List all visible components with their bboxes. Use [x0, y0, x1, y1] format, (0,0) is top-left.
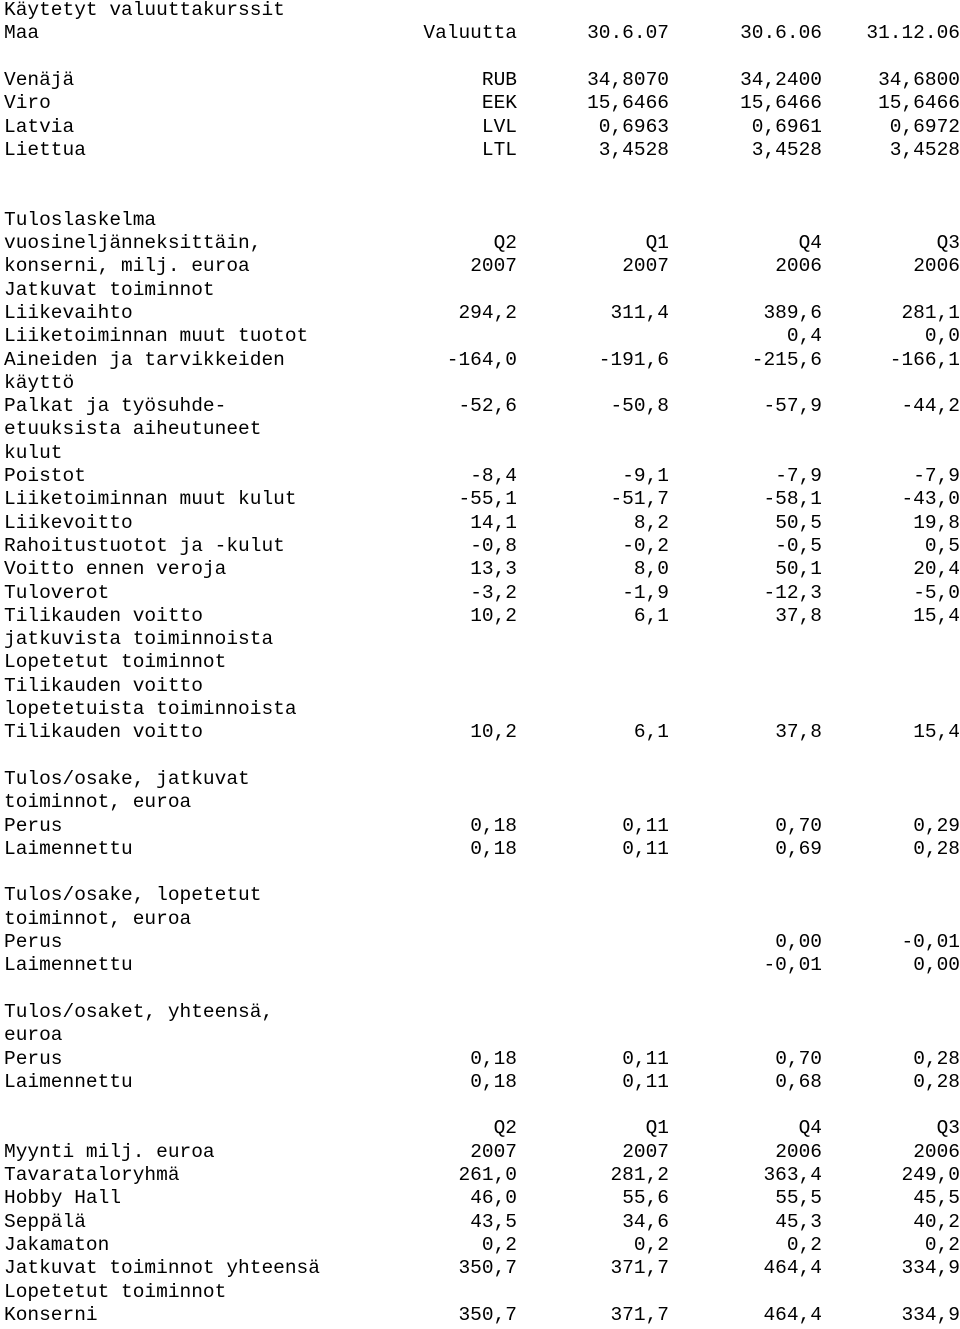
row-label: Rahoitustuotot ja -kulut	[4, 534, 285, 557]
table-row	[0, 185, 960, 208]
table-row	[0, 582, 960, 605]
table-cell: 363,4	[763, 1164, 822, 1186]
row-label: Myynti milj. euroa	[4, 1140, 215, 1163]
row-label: Tuloverot	[4, 581, 110, 604]
table-cell: 389,6	[763, 301, 822, 324]
table-cell: LTL	[481, 138, 517, 161]
table-cell: 34,8070	[587, 68, 669, 91]
table-cell: 261,0	[458, 1164, 517, 1186]
table-cell: 2006	[775, 255, 822, 278]
row-label: kulut	[4, 441, 63, 464]
table-cell: 30.6.07	[587, 22, 669, 45]
row-label: toiminnot, euroa	[4, 907, 192, 930]
table-cell: 0,18	[470, 814, 517, 837]
table-row	[0, 279, 960, 302]
table-cell: 281,2	[610, 1164, 669, 1186]
row-label: lopetetuista toiminnoista	[4, 698, 297, 720]
table-cell: Q3	[936, 1117, 960, 1140]
table-row	[0, 139, 960, 162]
row-label: Liikevaihto	[4, 301, 133, 324]
table-row	[0, 418, 960, 441]
table-cell: EEK	[481, 92, 517, 115]
row-label: Tilikauden voitto	[4, 721, 203, 744]
row-label: jatkuvista toiminnoista	[4, 628, 274, 651]
table-cell: 15,6466	[878, 92, 960, 115]
table-row	[0, 372, 960, 395]
table-cell: 34,6800	[878, 68, 960, 91]
row-label: Liettua	[4, 138, 86, 161]
row-label: euroa	[4, 1024, 63, 1047]
table-cell: 50,1	[775, 558, 822, 581]
table-cell: -215,6	[751, 348, 822, 371]
table-cell: -51,7	[610, 488, 669, 511]
table-row	[0, 395, 960, 418]
row-label: Lopetetut toiminnot	[4, 651, 227, 674]
table-cell: 10,2	[470, 604, 517, 627]
table-cell: 2007	[470, 255, 517, 278]
table-cell: -191,6	[598, 348, 669, 371]
table-cell: Q2	[493, 232, 517, 254]
row-label: Tulos/osake, jatkuvat	[4, 767, 250, 790]
table-cell: 0,70	[775, 814, 822, 837]
table-cell: 15,4	[913, 721, 960, 744]
table-cell: -8,4	[470, 465, 517, 487]
table-cell: Valuutta	[423, 22, 517, 45]
row-label: Palkat ja työsuhde-	[4, 395, 227, 418]
table-row	[0, 1048, 960, 1071]
row-label: vuosineljänneksittäin,	[4, 232, 262, 254]
row-label: Jatkuvat toiminnot yhteensä	[4, 1257, 320, 1280]
row-label: toiminnot, euroa	[4, 791, 192, 814]
table-row	[0, 1304, 960, 1327]
table-cell: -12,3	[763, 581, 822, 604]
table-cell: -0,2	[622, 534, 669, 557]
table-cell: 8,2	[633, 511, 669, 534]
table-cell: -166,1	[889, 348, 960, 371]
table-cell: 0,11	[622, 814, 669, 837]
table-cell: 371,7	[610, 1303, 669, 1326]
table-row	[0, 465, 960, 488]
table-cell: 3,4528	[889, 138, 960, 161]
table-cell: 31.12.06	[866, 22, 960, 45]
table-cell: 8,0	[633, 558, 669, 581]
table-cell: -0,01	[763, 954, 822, 977]
table-cell: 0,18	[470, 837, 517, 860]
table-cell: 0,6961	[751, 115, 822, 138]
table-row	[0, 535, 960, 558]
table-row	[0, 1071, 960, 1094]
table-cell: 294,2	[458, 301, 517, 324]
table-cell: 311,4	[610, 301, 669, 324]
table-row	[0, 838, 960, 861]
table-row	[0, 1211, 960, 1234]
table-row	[0, 1281, 960, 1304]
table-cell: 15,4	[913, 604, 960, 627]
row-label: Viro	[4, 92, 51, 115]
table-cell: 0,28	[913, 837, 960, 860]
row-label: Tavarataloryhmä	[4, 1164, 180, 1186]
table-cell: 15,6466	[587, 92, 669, 115]
table-row	[0, 255, 960, 278]
table-cell: 0,69	[775, 837, 822, 860]
table-cell: 350,7	[458, 1303, 517, 1326]
table-row	[0, 1094, 960, 1117]
table-cell: 2007	[622, 1140, 669, 1163]
table-cell: 30.6.06	[740, 22, 822, 45]
row-label: Käytetyt valuuttakurssit	[4, 0, 285, 21]
table-row	[0, 22, 960, 45]
table-cell: LVL	[481, 115, 517, 138]
row-label: Liiketoiminnan muut kulut	[4, 488, 297, 511]
table-cell: 0,70	[775, 1047, 822, 1070]
table-row	[0, 1024, 960, 1047]
table-cell: -5,0	[913, 581, 960, 604]
table-cell: -7,9	[775, 465, 822, 487]
table-cell: -58,1	[763, 488, 822, 511]
table-cell: 0,2	[481, 1233, 517, 1256]
table-cell: -3,2	[470, 581, 517, 604]
table-row	[0, 558, 960, 581]
table-cell: 0,28	[913, 1047, 960, 1070]
row-label: Tilikauden voitto	[4, 604, 203, 627]
table-cell: 334,9	[901, 1303, 960, 1326]
table-row	[0, 745, 960, 768]
table-cell: -0,5	[775, 534, 822, 557]
table-cell: -55,1	[458, 488, 517, 511]
table-cell: 0,11	[622, 837, 669, 860]
table-cell: 281,1	[901, 301, 960, 324]
row-label: Laimennettu	[4, 1070, 133, 1093]
table-cell: 0,00	[775, 931, 822, 953]
row-label: Tulos/osake, lopetetut	[4, 884, 262, 907]
table-row	[0, 698, 960, 721]
row-label: Laimennettu	[4, 954, 133, 977]
table-cell: 37,8	[775, 721, 822, 744]
table-cell: 13,3	[470, 558, 517, 581]
table-cell: 0,68	[775, 1070, 822, 1093]
table-row	[0, 908, 960, 931]
table-cell: 2006	[913, 1140, 960, 1163]
table-row	[0, 232, 960, 255]
table-row	[0, 488, 960, 511]
table-cell: Q3	[936, 232, 960, 254]
table-row	[0, 931, 960, 954]
table-cell: 0,5	[924, 534, 960, 557]
table-cell: 34,2400	[740, 68, 822, 91]
table-row	[0, 162, 960, 185]
table-cell: 6,1	[633, 721, 669, 744]
table-row	[0, 721, 960, 744]
table-cell: -44,2	[901, 395, 960, 418]
row-label: Jakamaton	[4, 1233, 110, 1256]
table-cell: 55,5	[775, 1187, 822, 1210]
table-row	[0, 46, 960, 69]
table-row	[0, 1001, 960, 1024]
table-cell: 0,11	[622, 1070, 669, 1093]
table-cell: 0,11	[622, 1047, 669, 1070]
table-cell: 50,5	[775, 511, 822, 534]
table-row	[0, 92, 960, 115]
table-row	[0, 1164, 960, 1187]
table-cell: -0,8	[470, 534, 517, 557]
table-row	[0, 628, 960, 651]
table-cell: 45,3	[775, 1210, 822, 1233]
row-label: Liikevoitto	[4, 511, 133, 534]
row-label: Perus	[4, 1047, 63, 1070]
table-cell: 2007	[622, 255, 669, 278]
table-cell: 6,1	[633, 604, 669, 627]
table-cell: Q2	[493, 1117, 517, 1140]
table-cell: -50,8	[610, 395, 669, 418]
row-label: Seppälä	[4, 1210, 86, 1233]
table-row	[0, 0, 960, 22]
table-cell: 46,0	[470, 1187, 517, 1210]
table-cell: 0,2	[786, 1233, 822, 1256]
table-cell: Q4	[798, 232, 822, 254]
table-cell: 43,5	[470, 1210, 517, 1233]
table-cell: -7,9	[913, 465, 960, 487]
table-cell: 0,4	[786, 325, 822, 348]
table-cell: -43,0	[901, 488, 960, 511]
row-label: käyttö	[4, 371, 75, 394]
table-cell: 3,4528	[751, 138, 822, 161]
table-cell: 0,0	[924, 325, 960, 348]
table-row	[0, 325, 960, 348]
row-label: Perus	[4, 931, 63, 953]
row-label: Aineiden ja tarvikkeiden	[4, 348, 285, 371]
table-cell: 14,1	[470, 511, 517, 534]
table-cell: 34,6	[622, 1210, 669, 1233]
table-cell: 334,9	[901, 1257, 960, 1280]
row-label: Hobby Hall	[4, 1187, 122, 1210]
row-label: Voitto ennen veroja	[4, 558, 227, 581]
row-label: konserni, milj. euroa	[4, 255, 250, 278]
table-cell: -164,0	[446, 348, 517, 371]
row-label: Perus	[4, 814, 63, 837]
table-cell: 350,7	[458, 1257, 517, 1280]
table-cell: RUB	[481, 68, 517, 91]
table-cell: 0,18	[470, 1047, 517, 1070]
row-label: Poistot	[4, 465, 86, 487]
table-cell: 464,4	[763, 1303, 822, 1326]
table-cell: 55,6	[622, 1187, 669, 1210]
table-row	[0, 1141, 960, 1164]
row-label: Tilikauden voitto	[4, 674, 203, 697]
table-cell: Q1	[645, 232, 669, 254]
table-row	[0, 815, 960, 838]
row-label: Liiketoiminnan muut tuotot	[4, 325, 309, 348]
table-cell: 2007	[470, 1140, 517, 1163]
table-cell: 37,8	[775, 604, 822, 627]
table-row	[0, 349, 960, 372]
table-cell: 249,0	[901, 1164, 960, 1186]
table-cell: Q1	[645, 1117, 669, 1140]
row-label: Lopetetut toiminnot	[4, 1280, 227, 1303]
table-row	[0, 302, 960, 325]
table-row	[0, 791, 960, 814]
table-row	[0, 1187, 960, 1210]
table-row	[0, 884, 960, 907]
table-cell: -52,6	[458, 395, 517, 418]
table-row	[0, 675, 960, 698]
table-row	[0, 605, 960, 628]
table-cell: -0,01	[901, 931, 960, 953]
table-row	[0, 512, 960, 535]
table-row	[0, 768, 960, 791]
table-row	[0, 69, 960, 92]
row-label: Maa	[4, 22, 40, 45]
table-cell: 15,6466	[740, 92, 822, 115]
table-cell: 0,28	[913, 1070, 960, 1093]
row-label: Latvia	[4, 115, 75, 138]
table-cell: 0,18	[470, 1070, 517, 1093]
table-cell: 40,2	[913, 1210, 960, 1233]
row-label: Tuloslaskelma	[4, 208, 157, 231]
table-cell: -9,1	[622, 465, 669, 487]
table-row	[0, 1234, 960, 1257]
table-row	[0, 116, 960, 139]
table-cell: 2006	[775, 1140, 822, 1163]
table-row	[0, 1257, 960, 1280]
table-cell: 20,4	[913, 558, 960, 581]
table-cell: 0,6972	[889, 115, 960, 138]
table-cell: -57,9	[763, 395, 822, 418]
table-row	[0, 861, 960, 884]
table-cell: 19,8	[913, 511, 960, 534]
table-row	[0, 954, 960, 977]
table-cell: 0,00	[913, 954, 960, 977]
row-label: Konserni	[4, 1303, 98, 1326]
table-cell: 0,29	[913, 814, 960, 837]
table-row	[0, 209, 960, 232]
table-cell: Q4	[798, 1117, 822, 1140]
row-label: Tulos/osaket, yhteensä,	[4, 1000, 274, 1023]
table-cell: 45,5	[913, 1187, 960, 1210]
row-label: Jatkuvat toiminnot	[4, 278, 215, 301]
table-cell: 0,6963	[598, 115, 669, 138]
row-label: etuuksista aiheutuneet	[4, 418, 262, 441]
table-cell: 0,2	[924, 1233, 960, 1256]
table-cell: -1,9	[622, 581, 669, 604]
table-row	[0, 651, 960, 674]
table-cell: 464,4	[763, 1257, 822, 1280]
table-cell: 2006	[913, 255, 960, 278]
table-row	[0, 978, 960, 1001]
table-row	[0, 1117, 960, 1140]
table-row	[0, 442, 960, 465]
table-cell: 10,2	[470, 721, 517, 744]
table-cell: 3,4528	[598, 138, 669, 161]
row-label: Venäjä	[4, 68, 75, 91]
table-cell: 371,7	[610, 1257, 669, 1280]
table-cell: 0,2	[633, 1233, 669, 1256]
row-label: Laimennettu	[4, 837, 133, 860]
